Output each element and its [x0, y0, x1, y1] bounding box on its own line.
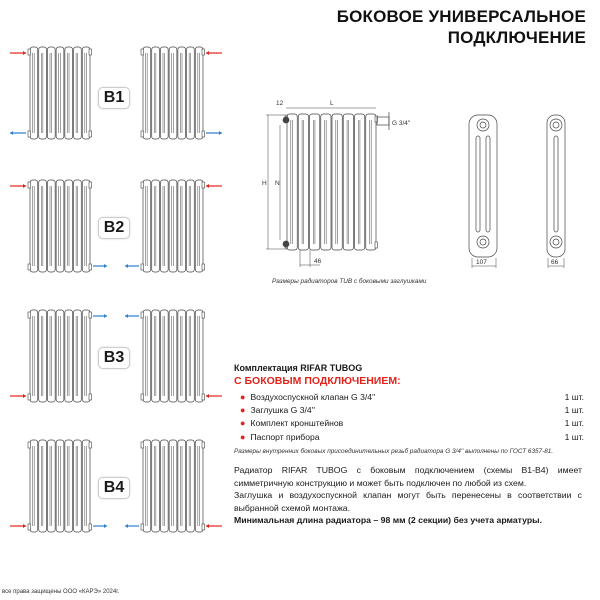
radiator-right-b2	[141, 180, 205, 272]
item-name: Заглушка G 3/4''	[250, 405, 315, 416]
radiator-section	[47, 310, 55, 402]
kit-item	[234, 417, 584, 430]
description-p1: Радиатор RIFAR TUBOG с боковым подключением (схемы В1-В4) имеет симметричную конструкцию и может быть подключен по любой из схем.	[234, 465, 582, 488]
supply-arrow	[206, 524, 222, 528]
kit-title: Комплектация RIFAR TUBOG	[234, 363, 363, 373]
radiator-section	[187, 310, 195, 402]
port-cap	[202, 312, 205, 318]
radiator-section	[30, 180, 38, 272]
port-cap	[375, 242, 378, 248]
port-cap	[89, 442, 92, 448]
port-cap	[202, 264, 205, 270]
port-cap	[28, 49, 31, 55]
supply-arrow	[10, 524, 26, 528]
scheme-label-b3: B3	[98, 347, 130, 369]
radiator-section	[152, 310, 160, 402]
kit-subtitle: С БОКОВЫМ ПОДКЛЮЧЕНИЕМ:	[234, 375, 401, 387]
radiator-section	[47, 440, 55, 532]
port-cap	[89, 49, 92, 55]
radiator-section	[82, 440, 90, 532]
connection-schemes	[0, 0, 240, 560]
port-cap	[28, 312, 31, 318]
dim-n: N	[275, 180, 280, 187]
radiator-section	[160, 47, 168, 139]
kit-item	[234, 403, 584, 416]
radiator-section	[169, 440, 177, 532]
radiator-section	[143, 310, 151, 402]
kit-note: Размеры внутренних боковых присоединительных резьб радиатора G 3/4'' выполнены по ГОСТ 6357-81.	[234, 447, 554, 455]
supply-arrow	[10, 184, 26, 188]
radiator-section	[56, 440, 64, 532]
return-arrow	[206, 131, 222, 135]
kit-item	[234, 430, 584, 443]
radiator-side-view-66	[547, 115, 565, 257]
radiator-section	[30, 440, 38, 532]
radiator-section	[187, 440, 195, 532]
drawing-caption: Размеры радиаторов TUB с боковыми заглушками	[272, 278, 427, 285]
item-name: Воздухоспускной клапан G 3/4''	[250, 391, 376, 402]
radiator-section	[160, 310, 168, 402]
radiator-section	[82, 310, 90, 402]
radiator-section	[65, 440, 73, 532]
radiator-section	[152, 47, 160, 139]
radiator-right-b3	[141, 310, 205, 402]
port-cap	[202, 442, 205, 448]
dim-46: 46	[314, 258, 322, 265]
radiator-section	[30, 310, 38, 402]
item-qty: 1 шт.	[564, 405, 584, 416]
port-cap	[89, 131, 92, 137]
thread-label: G 3/4''	[392, 120, 411, 127]
radiator-section	[47, 180, 55, 272]
radiator-side-view-107	[469, 115, 497, 257]
port-cap	[202, 49, 205, 55]
port-cap	[202, 131, 205, 137]
radiator-section	[65, 310, 73, 402]
radiator-section	[143, 180, 151, 272]
description	[234, 464, 582, 527]
radiator-section	[82, 47, 90, 139]
radiator-section	[152, 440, 160, 532]
radiator-section	[65, 180, 73, 272]
radiator-section	[65, 47, 73, 139]
port-cap	[28, 524, 31, 530]
radiator-section	[366, 114, 376, 250]
item-name: Комплект кронштейнов	[250, 418, 344, 429]
port-cap	[28, 182, 31, 188]
radiator-section	[355, 114, 365, 250]
return-arrow	[125, 314, 139, 318]
port-cap	[89, 394, 92, 400]
radiator-section	[343, 114, 353, 250]
radiator-section	[195, 180, 203, 272]
port-cap	[28, 131, 31, 137]
radiator-right-b4	[141, 440, 205, 532]
port-cap	[141, 264, 144, 270]
radiator-section	[82, 180, 90, 272]
radiator-section	[169, 180, 177, 272]
description-p2: Заглушка и воздухоспускной клапан могут быть перенесены в соответствии с выбранной схемой монтажа.	[234, 490, 582, 513]
port-cap	[202, 182, 205, 188]
scheme-label-b1: B1	[98, 87, 130, 109]
dimension-drawing	[250, 90, 600, 280]
radiator-left-b2	[28, 180, 92, 272]
radiator-section	[160, 440, 168, 532]
supply-arrow	[10, 51, 26, 55]
radiator-section	[195, 440, 203, 532]
radiator-section	[169, 47, 177, 139]
radiator-section	[143, 440, 151, 532]
radiator-section	[169, 310, 177, 402]
item-qty: 1 шт.	[564, 431, 584, 442]
port-cap	[89, 312, 92, 318]
supply-arrow	[206, 184, 222, 188]
port-cap	[141, 394, 144, 400]
radiator-section	[143, 47, 151, 139]
port-cap	[141, 131, 144, 137]
radiator-front-view	[283, 112, 389, 250]
radiator-section	[178, 440, 186, 532]
port-cap	[202, 524, 205, 530]
kit-item	[234, 390, 584, 403]
port-cap	[202, 394, 205, 400]
supply-arrow	[206, 51, 222, 55]
title-line-2: ПОДКЛЮЧЕНИЕ	[447, 28, 586, 47]
radiator-section	[298, 114, 308, 250]
radiator-section	[287, 114, 297, 250]
radiator-section	[332, 114, 342, 250]
radiator-section	[30, 47, 38, 139]
supply-arrow	[206, 394, 222, 398]
port-cap	[89, 182, 92, 188]
radiator-section	[56, 180, 64, 272]
scheme-label-b4: B4	[98, 477, 130, 499]
radiator-section	[195, 310, 203, 402]
radiator-section	[187, 47, 195, 139]
radiator-section	[56, 47, 64, 139]
radiator-section	[152, 180, 160, 272]
radiator-section	[39, 440, 47, 532]
radiator-section	[47, 47, 55, 139]
return-arrow	[125, 524, 139, 528]
bullet-icon: ●	[240, 418, 246, 429]
radiator-section	[56, 310, 64, 402]
bullet-icon: ●	[240, 391, 246, 402]
port-cap	[28, 394, 31, 400]
return-arrow	[125, 264, 139, 268]
radiator-section	[195, 47, 203, 139]
radiator-section	[178, 180, 186, 272]
radiator-section	[39, 180, 47, 272]
port-cap	[141, 442, 144, 448]
dim-l: L	[330, 100, 334, 107]
title-line-1: БОКОВОЕ УНИВЕРСАЛЬНОЕ	[336, 7, 586, 26]
supply-arrow	[10, 394, 26, 398]
port-cap	[89, 264, 92, 270]
radiator-section	[74, 47, 82, 139]
bullet-icon: ●	[240, 431, 246, 442]
radiator-section	[74, 440, 82, 532]
radiator-left-b4	[28, 440, 92, 532]
dim-66: 66	[551, 259, 559, 266]
valve-fitting	[377, 117, 389, 125]
radiator-section	[74, 180, 82, 272]
item-qty: 1 шт.	[564, 391, 584, 402]
item-qty: 1 шт.	[564, 418, 584, 429]
return-arrow	[93, 314, 107, 318]
radiator-section	[39, 47, 47, 139]
radiator-section	[178, 47, 186, 139]
return-arrow	[93, 264, 107, 268]
item-name: Паспорт прибора	[250, 431, 320, 442]
port-cap	[28, 442, 31, 448]
return-arrow	[10, 131, 26, 135]
radiator-section	[160, 180, 168, 272]
return-arrow	[93, 524, 107, 528]
radiator-section	[178, 310, 186, 402]
radiator-section	[310, 114, 320, 250]
radiator-left-b3	[28, 310, 92, 402]
radiator-section	[187, 180, 195, 272]
port-cap	[141, 524, 144, 530]
radiator-section	[39, 310, 47, 402]
port-cap	[28, 264, 31, 270]
dim-h: H	[262, 180, 267, 187]
radiator-right-b1	[141, 47, 205, 139]
plug-bottom	[283, 241, 289, 247]
radiator-section	[74, 310, 82, 402]
bullet-icon: ●	[240, 405, 246, 416]
description-p3: Минимальная длина радиатора – 98 мм (2 секции) без учета арматуры.	[234, 515, 543, 525]
radiator-section	[321, 114, 331, 250]
radiator-left-b1	[28, 47, 92, 139]
port-cap	[141, 49, 144, 55]
plug-top	[283, 117, 289, 123]
port-cap	[89, 524, 92, 530]
kit-section	[234, 363, 584, 455]
port-cap	[141, 312, 144, 318]
dim-12: 12	[276, 100, 284, 107]
scheme-label-b2: B2	[98, 217, 130, 239]
port-cap	[141, 182, 144, 188]
copyright: все права защищены ООО «КАРЭ» 2024г.	[2, 589, 120, 595]
page-title	[337, 6, 586, 48]
dim-107: 107	[476, 259, 487, 266]
